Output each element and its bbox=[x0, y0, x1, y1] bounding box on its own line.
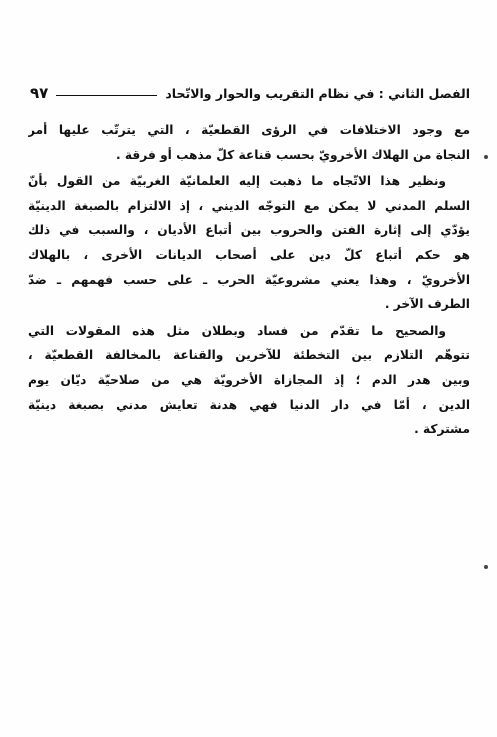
text-line: الطرف الآخر . bbox=[384, 297, 470, 312]
text-line: الأخرويّ ، وهذا يعني مشروعيّة الحرب ـ على حسب فهمهم ـ ضدّ bbox=[28, 272, 470, 287]
text-line: يؤدّي إلى إثارة الفتن والحروب بين أتباع الأديان ، والسبب في ذلك bbox=[28, 223, 470, 238]
margin-speck bbox=[484, 565, 488, 569]
running-header bbox=[30, 80, 470, 106]
paragraph bbox=[28, 319, 470, 442]
text-line: والصحيح ما تقدّم من فساد وبطلان مثل هذه المقولات التي bbox=[28, 323, 446, 338]
header-rule bbox=[56, 95, 157, 96]
text-line: الدين ، أمّا في دار الدنيا فهي هدنة تعايش مدني بصبغة دينيّة bbox=[28, 397, 470, 412]
paragraph bbox=[28, 169, 470, 317]
margin-speck bbox=[484, 155, 488, 159]
text-line: هو حكم أتباع كلّ دين على أصحاب الديانات الأخرى ، بالهلاك bbox=[28, 247, 470, 262]
paragraph bbox=[28, 118, 470, 167]
text-line: وبين هدر الدم ؛ إذ المجازاة الأخرويّة هي من صلاحيّة ديّان يوم bbox=[28, 372, 470, 387]
text-line: مشتركة . bbox=[414, 422, 470, 437]
body-text bbox=[28, 118, 470, 442]
text-line: ونظير هذا الاتّجاه ما ذهبت إليه العلمانيّة الغربيّة من القول بأنّ bbox=[28, 174, 446, 189]
page-number: ٩٧ bbox=[30, 84, 49, 102]
chapter-title: الفصل الثاني : في نظام التقريب والحوار والاتّحاد bbox=[165, 85, 470, 101]
text-line: النجاة من الهلاك الأخرويّ بحسب قناعة كلّ مذهب أو فرقة . bbox=[116, 147, 470, 162]
text-line: مع وجود الاختلافات في الرؤى القطعيّة ، التي يترتّب عليها أمر bbox=[28, 123, 470, 137]
text-line: السلم المدني لا يمكن مع التوجّه الديني ، إذ الالتزام بالصبغة الدينيّة bbox=[28, 198, 470, 213]
text-line: تتوهّم التلازم بين التخطئة للآخرين والقناعة بالمخالفة القطعيّة ، bbox=[28, 348, 470, 363]
